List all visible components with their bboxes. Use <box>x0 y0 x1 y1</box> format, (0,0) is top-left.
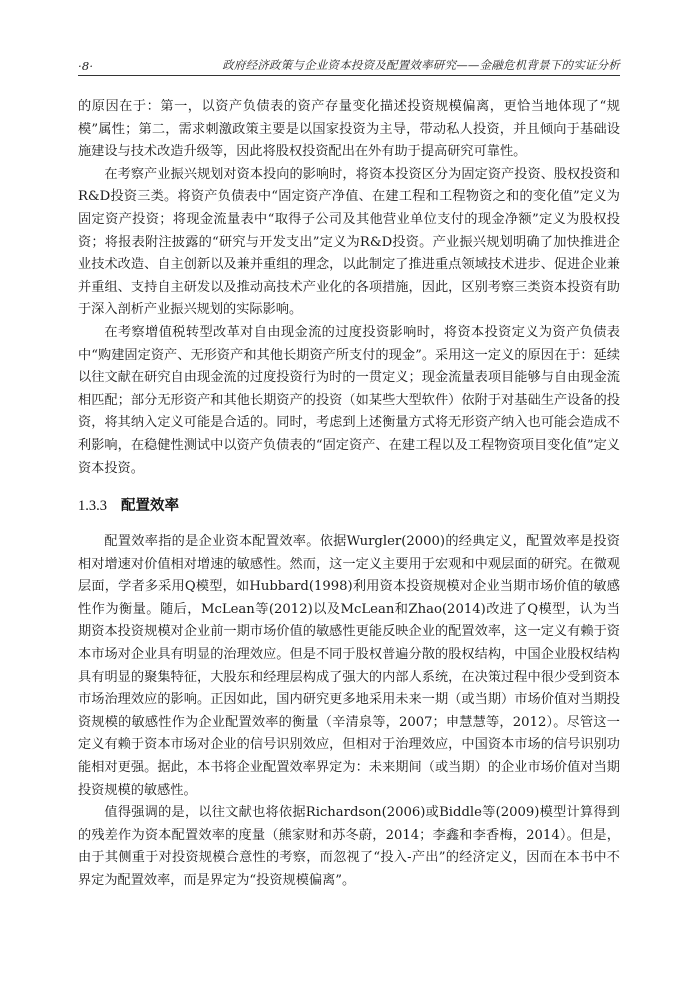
paragraph-emphasis: 值得强调的是，以往文献也将依据Richardson(2006)或Biddle等(2009)模型计算得到的残差作为资本配置效率的度量（熊家财和苏冬蔚，2014；李鑫和李香梅，2014）。但是，由于其侧重于对投资规模合意性的考察，而忽视了“投入-产出”的经济定义，因而在本书中不界定为配置效率，而是界定为“投资规模偏离”。 <box>78 805 620 888</box>
page-number: ·8· <box>78 59 94 73</box>
paragraph-allocation-efficiency-definition: 配置效率指的是企业资本配置效率。依据Wurgler(2000)的经典定义，配置效率是投资相对增速对价值相对增速的敏感性。然而，这一定义主要用于宏观和中观层面的研究。在微观层面，学者多采用Q模型，如Hubbard(1998)利用资本投资规模对企业当期市场价值的敏感性作为衡量。随后，McLean等(2012)以及McLean和Zhao(2014)改进了Q模型，认为当期资本投资规模对企业前一期市场价值的敏感性更能反映企业的配置效率，这一定义有赖于资本市场对企业具有明显的治理效应。但是不同于股权普遍分散的股权结构，中国企业股权结构具有明显的聚集特征，大股东和经理层构成了强大的内部人系统，在决策过程中很少受到资本市场治理效应的影响。正因如此，国内研究更多地采用未来一期（或当期）市场价值对当期投资规模的敏感性作为企业配置效率的衡量（辛清泉等，2007；申慧慧等，2012）。尽管这一定义有赖于资本市场对企业的信号识别效应，但相对于治理效应，中国资本市场的信号识别功能相对更强。据此，本书将企业配置效率界定为：未来期间（或当期）的企业市场价值对当期投资规模的敏感性。 <box>78 534 620 798</box>
header-divider <box>78 75 620 76</box>
paragraph-continuation: 的原因在于：第一，以资产负债表的资产存量变化描述投资规模偏离，更恰当地体现了“规模”属性；第二，需求刺激政策主要是以国家投资为主导，带动私人投资，并且倾向于基础设施建设与技术改造升级等，因此将股权投资配出在外有助于提高研究可靠性。 <box>78 99 620 160</box>
section-title: 配置效率 <box>121 498 179 515</box>
section-heading <box>78 494 620 515</box>
running-title: 政府经济政策与企业资本投资及配置效率研究——金融危机背景下的实证分析 <box>222 58 620 72</box>
section-number: 1.3.3 <box>78 498 107 515</box>
paragraph-capital-allocation-direction: 在考察产业振兴规划对资本投向的影响时，将资本投资区分为固定资产投资、股权投资和R&D投资三类。将资产负债表中“固定资产净值、在建工程和工程物资之和的变化值”定义为固定资产投资；将现金流量表中“取得子公司及其他营业单位支付的现金净额”定义为股权投资；将报表附注披露的“研究与开发支出”定义为R&D投资。产业振兴规划明确了加快推进企业技术改造、自主创新以及兼并重组的理念，以此制定了推进重点领域技术进步、促进企业兼并重组、支持自主研发以及推动高技术产业化的各项措施，因此，区别考察三类资本投资有助于深入剖析产业振兴规划的实际影响。 <box>78 166 620 318</box>
running-header <box>78 55 620 73</box>
paragraph-vat-reform: 在考察增值税转型改革对自由现金流的过度投资影响时，将资本投资定义为资产负债表中“购建固定资产、无形资产和其他长期资产所支付的现金”。采用这一定义的原因在于：延续以往文献在研究自由现金流的过度投资行为时的一贯定义；现金流量表项目能够与自由现金流相匹配；部分无形资产和其他长期资产的投资（如某些大型软件）依附于对基础生产设备的投资，将其纳入定义可能是合适的。同时，考虑到上述衡量方式将无形资产纳入也可能会造成不利影响，在稳健性测试中以资产负债表的“固定资产、在建工程以及工程物资项目变化值”定义资本投资。 <box>78 324 620 476</box>
page-body <box>78 96 620 893</box>
